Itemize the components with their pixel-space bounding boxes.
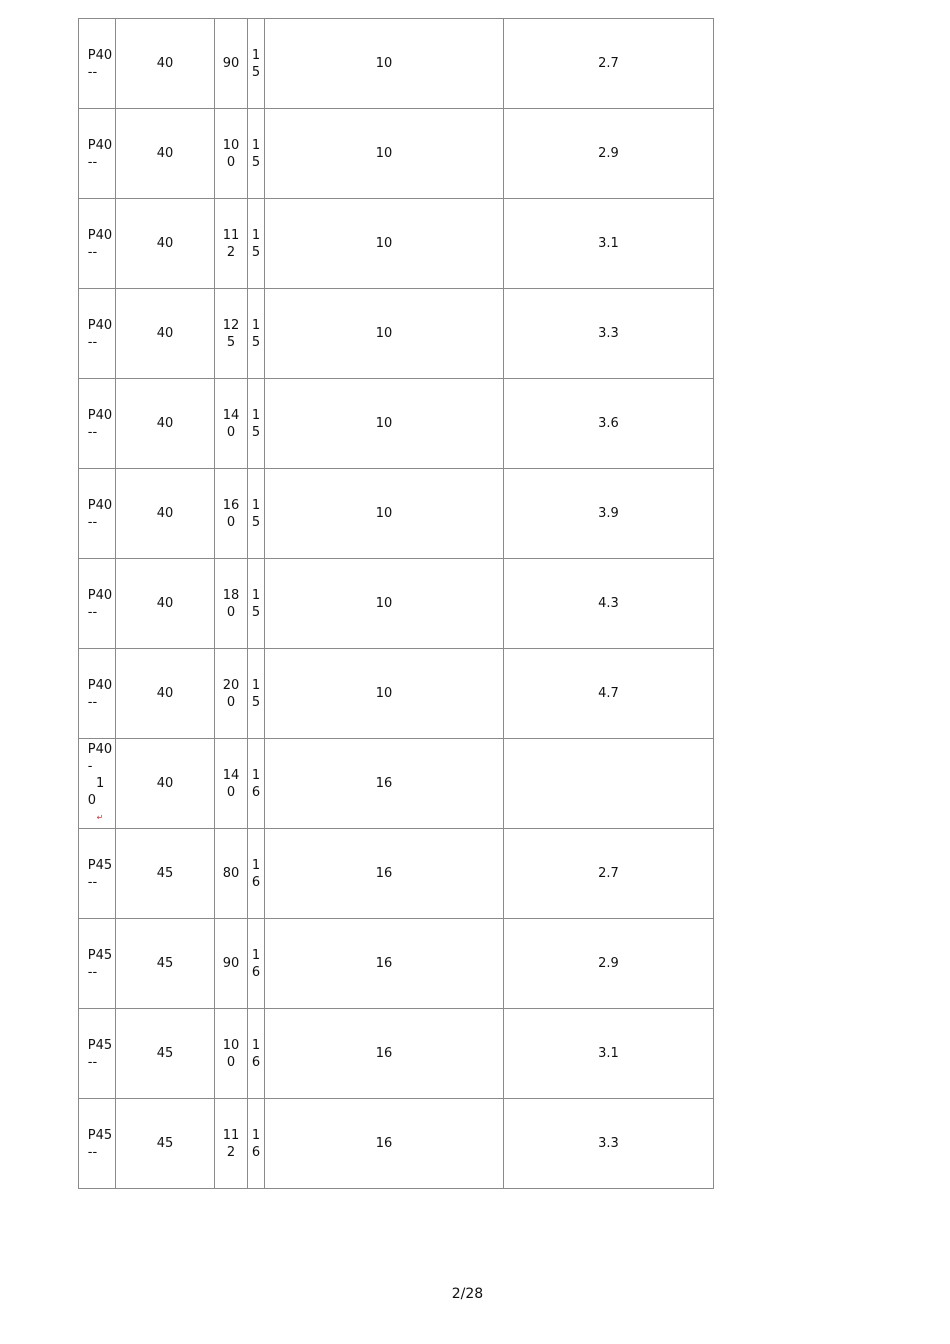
dimension-4-cell: 10 [265,199,504,289]
table-row [79,559,714,649]
weight-cell: 2.9 [504,919,714,1009]
dimension-3-cell: 1 6 [248,739,265,829]
weight-cell: 3.1 [504,1009,714,1099]
model-cell: P40 -- [79,199,116,289]
model-cell: P45 -- [79,919,116,1009]
dimension-2-cell: 14 0 [215,379,248,469]
table-row [79,919,714,1009]
dimension-2-cell: 11 2 [215,199,248,289]
dimension-3-cell: 1 5 [248,199,265,289]
dimension-4-cell: 10 [265,289,504,379]
dimension-2-cell: 10 0 [215,1009,248,1099]
page-number: 2/28 [451,1286,484,1302]
table-row [79,469,714,559]
dimension-1-cell: 40 [116,469,215,559]
dimension-2-cell: 90 [215,19,248,109]
dimension-1-cell: 40 [116,559,215,649]
model-cell: P45 -- [79,1009,116,1099]
dimension-1-cell: 45 [116,1099,215,1189]
table-row [79,829,714,919]
dimension-2-cell: 10 0 [215,109,248,199]
weight-cell: 3.3 [504,289,714,379]
dimension-4-cell: 16 [265,739,504,829]
dimension-4-cell: 10 [265,649,504,739]
weight-cell: 3.6 [504,379,714,469]
weight-cell: 2.7 [504,829,714,919]
model-cell: P40 - 1 0↵ [79,739,116,829]
weight-cell: 2.7 [504,19,714,109]
model-cell: P40 -- [79,469,116,559]
model-cell: P45 -- [79,829,116,919]
dimension-2-cell: 18 0 [215,559,248,649]
dimension-3-cell: 1 5 [248,649,265,739]
dimension-2-cell: 20 0 [215,649,248,739]
table-row [79,19,714,109]
spec-table-body [79,19,714,1189]
dimension-2-cell: 12 5 [215,289,248,379]
weight-cell: 2.9 [504,109,714,199]
table-row [79,289,714,379]
model-cell: P40 -- [79,289,116,379]
dimension-1-cell: 40 [116,289,215,379]
dimension-1-cell: 40 [116,109,215,199]
model-cell: P40 -- [79,19,116,109]
dimension-3-cell: 1 6 [248,829,265,919]
table-row [79,109,714,199]
dimension-1-cell: 45 [116,829,215,919]
weight-cell: 3.3 [504,1099,714,1189]
dimension-2-cell: 14 0 [215,739,248,829]
spec-table [78,18,714,1189]
weight-cell: 3.1 [504,199,714,289]
dimension-4-cell: 10 [265,19,504,109]
dimension-1-cell: 40 [116,19,215,109]
table-row [79,199,714,289]
model-cell: P40 -- [79,379,116,469]
table-row [79,1099,714,1189]
weight-cell [504,739,714,829]
weight-cell: 4.3 [504,559,714,649]
table-row [79,739,714,829]
dimension-4-cell: 10 [265,109,504,199]
dimension-4-cell: 16 [265,919,504,1009]
table-row [79,379,714,469]
dimension-3-cell: 1 6 [248,1009,265,1099]
model-cell: P40 -- [79,109,116,199]
dimension-3-cell: 1 5 [248,379,265,469]
dimension-4-cell: 16 [265,829,504,919]
dimension-1-cell: 40 [116,649,215,739]
dimension-4-cell: 10 [265,469,504,559]
dimension-3-cell: 1 6 [248,1099,265,1189]
dimension-4-cell: 10 [265,379,504,469]
dimension-1-cell: 40 [116,199,215,289]
dimension-3-cell: 1 5 [248,559,265,649]
model-cell: P40 -- [79,559,116,649]
model-cell: P40 -- [79,649,116,739]
dimension-1-cell: 40 [116,379,215,469]
dimension-4-cell: 16 [265,1009,504,1099]
weight-cell: 4.7 [504,649,714,739]
dimension-3-cell: 1 5 [248,19,265,109]
dimension-1-cell: 45 [116,919,215,1009]
dimension-2-cell: 90 [215,919,248,1009]
table-row [79,1009,714,1099]
dimension-3-cell: 1 6 [248,919,265,1009]
dimension-2-cell: 11 2 [215,1099,248,1189]
dimension-2-cell: 16 0 [215,469,248,559]
dimension-4-cell: 16 [265,1099,504,1189]
weight-cell: 3.9 [504,469,714,559]
table-row [79,649,714,739]
dimension-2-cell: 80 [215,829,248,919]
model-cell: P45 -- [79,1099,116,1189]
dimension-4-cell: 10 [265,559,504,649]
dimension-3-cell: 1 5 [248,289,265,379]
dimension-1-cell: 40 [116,739,215,829]
dimension-3-cell: 1 5 [248,109,265,199]
dimension-3-cell: 1 5 [248,469,265,559]
paragraph-mark-icon: ↵ [96,813,104,822]
dimension-1-cell: 45 [116,1009,215,1099]
